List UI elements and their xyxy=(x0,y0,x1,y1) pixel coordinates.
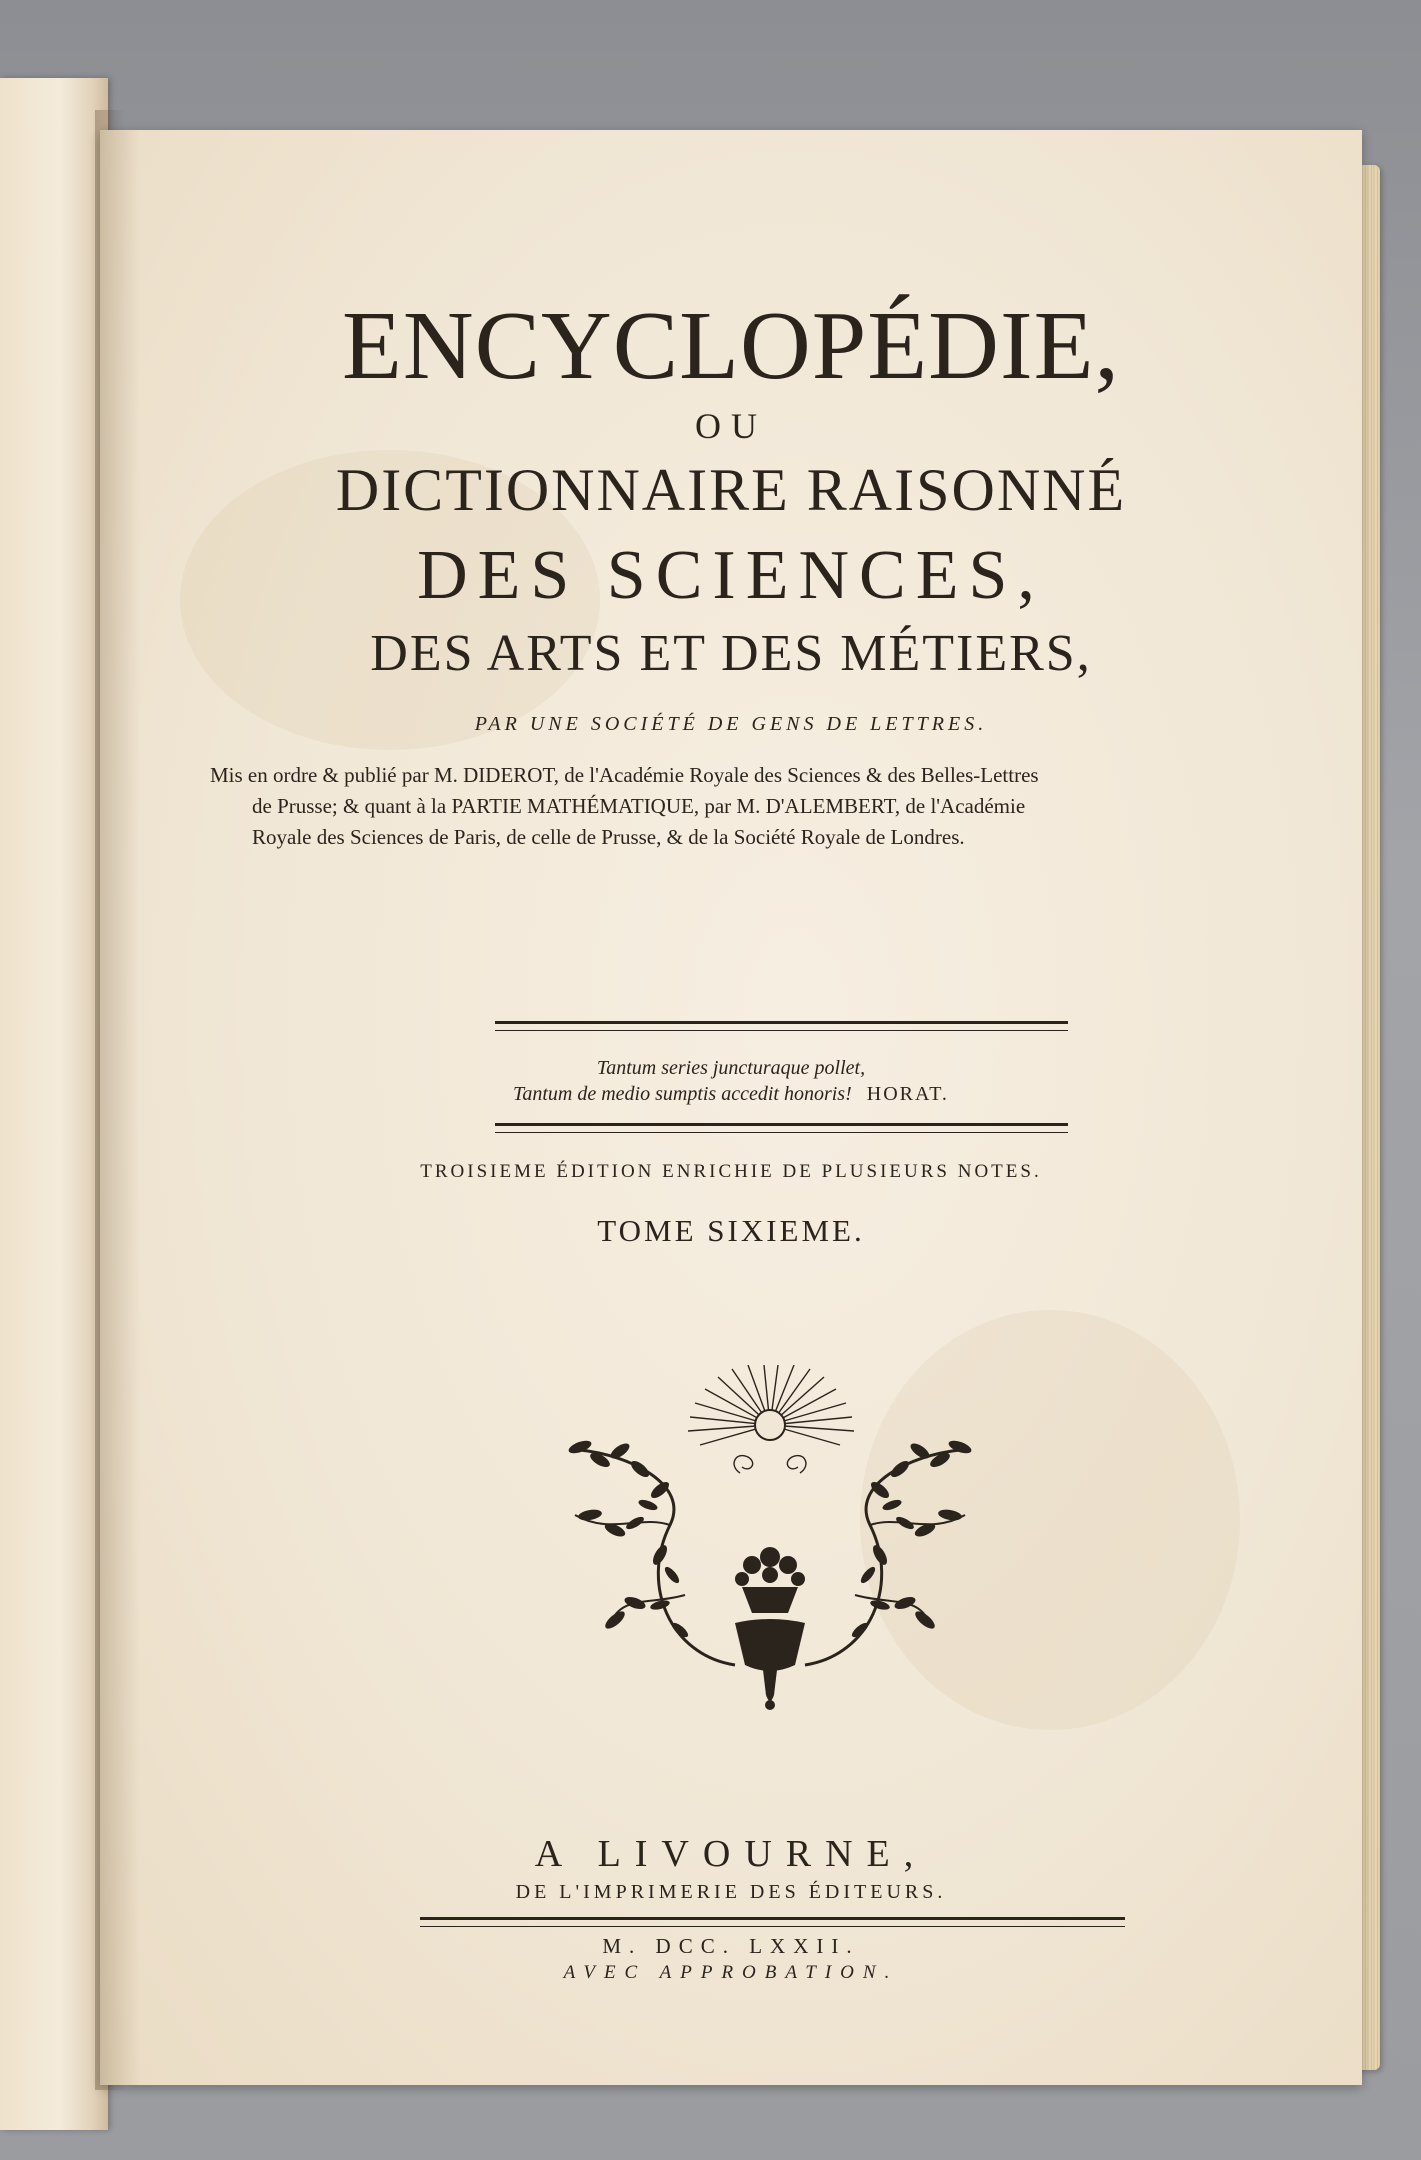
editors-line: de Prusse; & quant à la PARTIE MATHÉMATIQUE, par M. D'ALEMBERT, de l'Académie xyxy=(252,794,1026,818)
printers-ornament-icon xyxy=(520,1365,1020,1715)
volume-line: TOME SIXIEME. xyxy=(597,1213,865,1248)
subtitle-line-1: DICTIONNAIRE RAISONNÉ xyxy=(335,457,1127,523)
subtitle-line-3: DES ARTS ET DES MÉTIERS, xyxy=(370,625,1092,682)
title-page xyxy=(100,130,1362,2085)
motto-attribution: HORAT. xyxy=(866,1083,949,1105)
printer-line: DE L'IMPRIMERIE DES ÉDITEURS. xyxy=(515,1881,947,1903)
approbation-line: AVEC APPROBATION. xyxy=(563,1962,899,1983)
subtitle-line-2: DES SCIENCES, xyxy=(417,537,1045,614)
editors-line: Mis en ordre & publié par M. DIDEROT, de l'Académie Royale des Sciences & des Belles-Lettres xyxy=(210,763,1039,787)
editors-line: Royale des Sciences de Paris, de celle de Prusse, & de la Société Royale de Londres. xyxy=(252,825,965,849)
motto-line-1: Tantum series juncturaque pollet, xyxy=(596,1057,866,1079)
imprint-rule xyxy=(420,1917,1125,1927)
latin-motto xyxy=(100,1055,1362,1107)
place-of-publication: A LIVOURNE, xyxy=(534,1833,928,1875)
editors-paragraph xyxy=(210,760,1255,853)
book-title: ENCYCLOPÉDIE, xyxy=(342,292,1120,400)
double-rule-top xyxy=(495,1021,1068,1031)
double-rule-bottom xyxy=(495,1123,1068,1133)
motto-line-2: Tantum de medio sumptis accedit honoris! xyxy=(513,1083,852,1105)
left-page-edge xyxy=(0,78,108,2130)
edition-line: TROISIEME ÉDITION ENRICHIE DE PLUSIEURS NOTES. xyxy=(420,1161,1042,1182)
title-conjunction: OU xyxy=(695,406,767,446)
authorship-line: PAR UNE SOCIÉTÉ DE GENS DE LETTRES. xyxy=(474,713,988,735)
publication-year: M. DCC. LXXII. xyxy=(602,1934,860,1958)
